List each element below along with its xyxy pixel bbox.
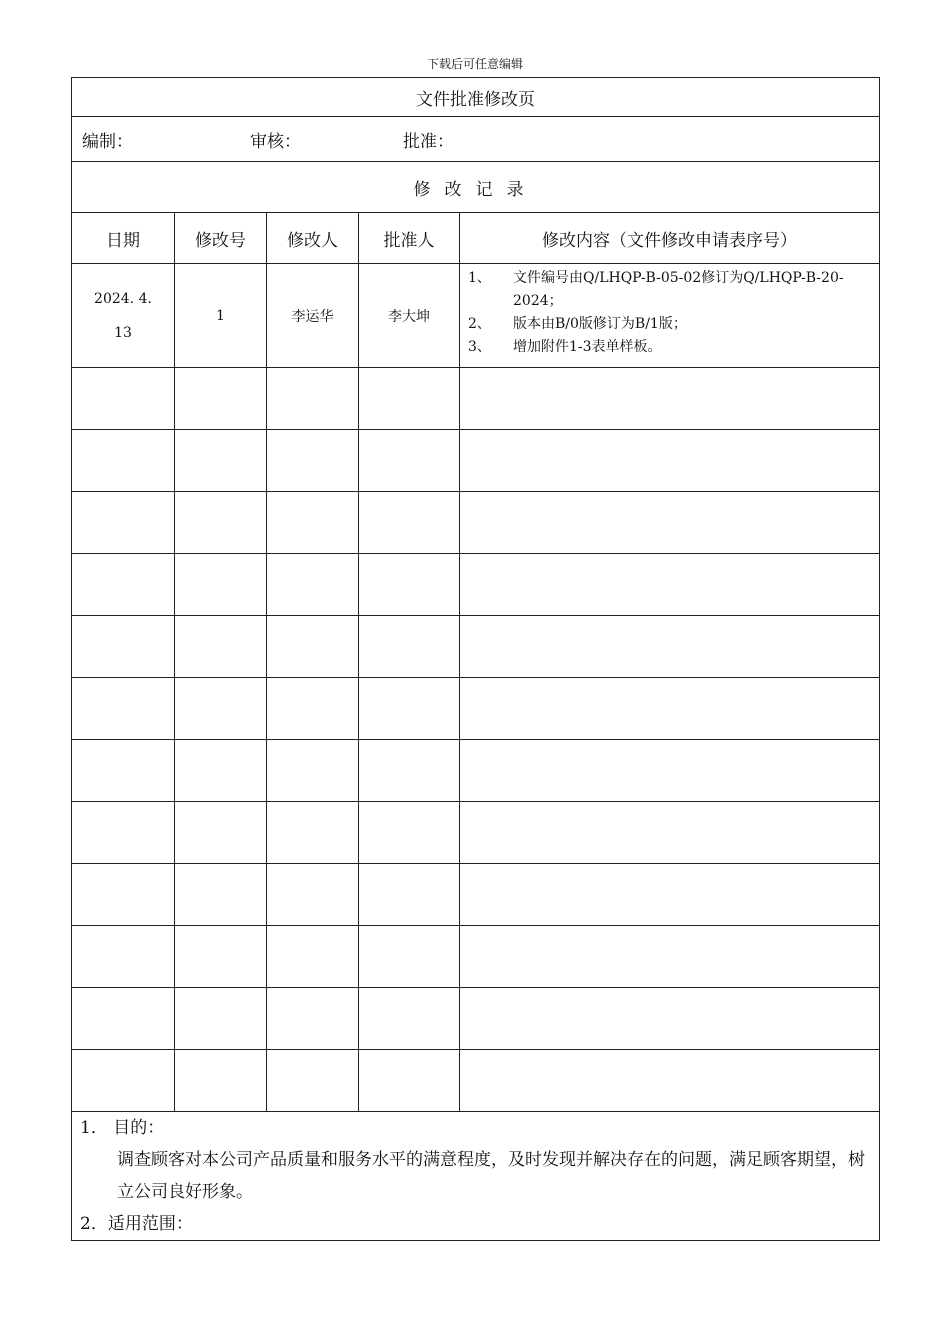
content-text: 文件编号由Q/LHQP-B-05-02修订为Q/LHQP-B-20-2024； [513, 270, 844, 309]
empty-table-row [72, 678, 880, 740]
empty-table-row [72, 988, 880, 1050]
reviewed-by-label: 审核： [250, 131, 301, 152]
content-number: 2、 [468, 316, 491, 332]
empty-table-row [72, 740, 880, 802]
purpose-section [72, 1112, 880, 1241]
table-row [72, 264, 880, 368]
cell-revision-no: 1 [175, 264, 267, 368]
empty-table-row [72, 802, 880, 864]
empty-table-row [72, 926, 880, 988]
revision-approval-table [71, 77, 880, 1241]
empty-table-row [72, 554, 880, 616]
empty-table-row [72, 1050, 880, 1112]
cell-date [72, 264, 175, 368]
column-header-revision-no: 修改号 [175, 213, 267, 264]
column-header-modifier: 修改人 [267, 213, 359, 264]
page-header-note: 下载后可任意编辑 [426, 57, 523, 71]
content-line [468, 267, 871, 313]
date-line-1: 2024. 4. [94, 290, 152, 307]
signature-row [72, 117, 880, 162]
column-header-approver: 批准人 [359, 213, 460, 264]
content-text: 增加附件1-3表单样板。 [513, 339, 662, 355]
content-number: 3、 [468, 339, 491, 355]
date-line-2: 13 [114, 324, 132, 341]
empty-table-row [72, 864, 880, 926]
scope-heading: 2．适用范围： [80, 1214, 193, 1234]
empty-table-row [72, 368, 880, 430]
empty-table-row [72, 616, 880, 678]
empty-table-row [72, 430, 880, 492]
approved-by-label: 批准： [403, 131, 454, 152]
purpose-heading: 1． 目的： [80, 1118, 165, 1138]
cell-approver: 李大坤 [359, 264, 460, 368]
purpose-text: 调查顾客对本公司产品质量和服务水平的满意程度，及时发现并解决存在的问题，满足顾客期望，树立公司良好形象。 [117, 1150, 865, 1202]
content-line [468, 313, 871, 336]
content-text: 版本由B/0版修订为B/1版； [513, 316, 687, 332]
record-section-title: 修改记录 [72, 162, 880, 213]
column-header-content: 修改内容（文件修改申请表序号） [460, 213, 880, 264]
compiled-by-label: 编制： [82, 131, 133, 152]
form-title: 文件批准修改页 [72, 78, 880, 117]
cell-content [460, 264, 880, 368]
empty-table-row [72, 492, 880, 554]
cell-modifier: 李运华 [267, 264, 359, 368]
content-line [468, 336, 871, 359]
content-number: 1、 [468, 270, 491, 286]
column-header-date: 日期 [72, 213, 175, 264]
